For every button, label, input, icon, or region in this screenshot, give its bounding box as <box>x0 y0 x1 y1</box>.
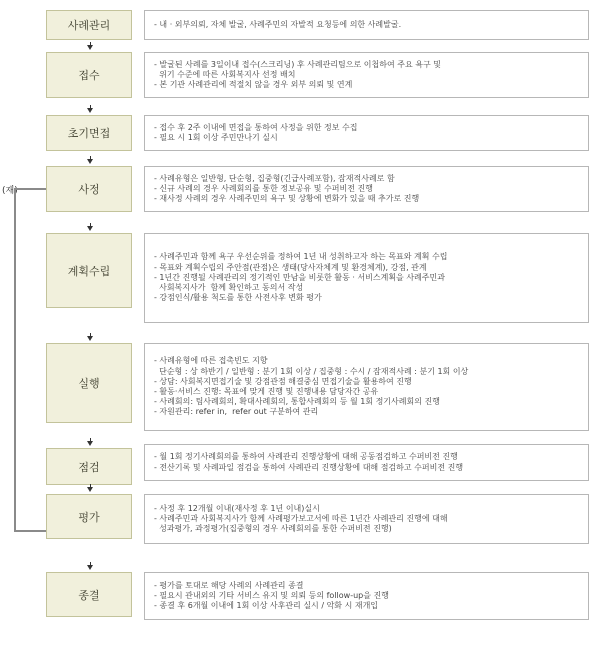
description-line: - 평가를 토대로 해당 사례의 사례관리 종결 <box>154 580 304 590</box>
flow-arrow-down <box>87 45 93 50</box>
stage-description <box>144 494 589 544</box>
flow-arrow-down <box>87 487 93 492</box>
description-line: 성과평가, 과정평가(집중형의 경우 사례회의를 통한 수퍼비전 진행) <box>154 524 392 534</box>
description-line: - 사례회의: 팀사례회의, 확대사례회의, 통합사례회의 등 월 1회 정기사례회의 진행 <box>154 397 440 407</box>
flow-arrow-down <box>87 441 93 446</box>
description-line: - 필요시 관내외의 기타 서비스 유지 및 의뢰 등의 follow-up을 진행 <box>154 590 389 600</box>
stage-label: 사정 <box>78 183 100 196</box>
stage-label: 종결 <box>78 588 100 602</box>
description-line: - 1년간 진행될 사례관리의 정기적인 만남을 비롯한 활동 · 서비스계획을 사례주민과 <box>154 272 445 282</box>
description-line: - 내 · 외부의뢰, 자체 발굴, 사례주민의 자발적 요청등에 의한 사례발굴. <box>154 19 402 29</box>
description-line: - 필요 시 1회 이상 주민만나기 실시 <box>154 133 278 142</box>
description-line: 사회복지사가 함께 확인하고 동의서 작성 <box>154 283 304 293</box>
description-line: - 사례유형에 따른 접촉빈도 지향 <box>154 356 268 366</box>
description-line: - 재사정 사례의 경우 사례주민의 욕구 및 상황에 변화가 있을 때 추가로 진행 <box>154 194 420 204</box>
description-line: - 월 1회 정기사례회의를 통하여 사례관리 진행상황에 대해 공동점검하고 수퍼비전 진행 <box>154 452 458 462</box>
stage-box <box>46 343 132 423</box>
description-line: - 사례주민과 함께 욕구 우선순위를 정하여 1년 내 성취하고자 하는 목표와 계획 수립 <box>154 252 448 262</box>
stage-box <box>46 52 132 98</box>
stage-description <box>144 52 589 98</box>
flow-arrow-down <box>87 565 93 570</box>
description-line: - 본 기관 사례관리에 적절치 않을 경우 외부 의뢰 및 연계 <box>154 80 353 90</box>
description-line: - 상담: 사회복지면접기술 및 강점관점 해결중심 면접기술을 활용하여 진행 <box>154 376 412 386</box>
description-line: - 종결 후 6개월 이내에 1회 이상 사후관리 실시 / 악화 시 재개입 <box>154 601 379 611</box>
description-line: - 사례주민과 사회복지사가 함께 사례평가보고서에 따른 1년간 사례관리 진행에 대해 <box>154 513 448 523</box>
description-line: - 신규 사례의 경우 사례회의를 통한 정보공유 및 수퍼비전 진행 <box>154 183 373 193</box>
stage-description <box>144 444 589 481</box>
description-line: - 강점인식/활용 척도를 통한 사전사후 변화 평가 <box>154 293 322 303</box>
description-line: - 발굴된 사례를 3일이내 접수(스크리닝) 후 사례관리팀으로 이첩하여 주요 욕구 및 <box>154 59 441 69</box>
stage-box <box>46 572 132 617</box>
stage-description <box>144 572 589 620</box>
description-line: 단순형 : 상 하반기 / 일반형 : 분기 1회 이상 / 집중형 : 수시 / 잠재적사례 : 분기 1회 이상 <box>154 366 469 376</box>
stage-label: 접수 <box>78 69 100 82</box>
description-line: - 목표와 계획수립의 주안점(관점)은 생태(당사자체계 및 환경체계), 강점, 관계 <box>154 262 427 272</box>
description-line: 위기 수준에 따른 사회복지사 선정 배치 <box>154 69 296 79</box>
stage-label: 계획수립 <box>67 264 111 278</box>
description-line: - 접수 후 2주 이내에 면접을 통하여 사정을 위한 정보 수집 <box>154 122 358 132</box>
reassessment-loop-line <box>14 188 48 532</box>
stage-box <box>46 494 132 539</box>
description-line: - 활동·서비스 진행: 목표에 맞게 진행 및 진행내용 담당자간 공유 <box>154 387 379 396</box>
stage-description <box>144 10 589 40</box>
stage-description <box>144 343 589 431</box>
stage-description <box>144 166 589 212</box>
stage-box <box>46 233 132 308</box>
flow-arrow-down <box>87 226 93 231</box>
stage-box <box>46 448 132 485</box>
stage-label: 점검 <box>78 460 100 474</box>
description-line: - 사정 후 12개월 이내(재사정 후 1년 이내)실시 <box>154 503 320 513</box>
description-line: - 전산기록 및 사례파일 점검을 통하여 사례관리 진행상황에 대해 점검하고 수퍼비전 진행 <box>154 462 464 472</box>
stage-label: 사례관리 <box>67 19 111 32</box>
flow-arrow-down <box>87 336 93 341</box>
stage-label: 실행 <box>78 377 100 390</box>
flow-arrow-down <box>87 108 93 113</box>
stage-description <box>144 233 589 323</box>
stage-label: 초기면접 <box>67 127 111 140</box>
description-line: - 사례유형은 일반형, 단순형, 집중형(긴급사례포함), 잠재적사례로 함 <box>154 173 395 183</box>
stage-description <box>144 115 589 151</box>
description-line: - 자원관리: refer in, refer out 구분하여 관리 <box>154 407 319 417</box>
stage-box <box>46 166 132 212</box>
flow-arrow-down <box>87 159 93 164</box>
reassessment-loop-label: (재) <box>2 186 18 196</box>
stage-label: 평가 <box>78 510 100 524</box>
stage-box <box>46 115 132 151</box>
stage-box <box>46 10 132 40</box>
